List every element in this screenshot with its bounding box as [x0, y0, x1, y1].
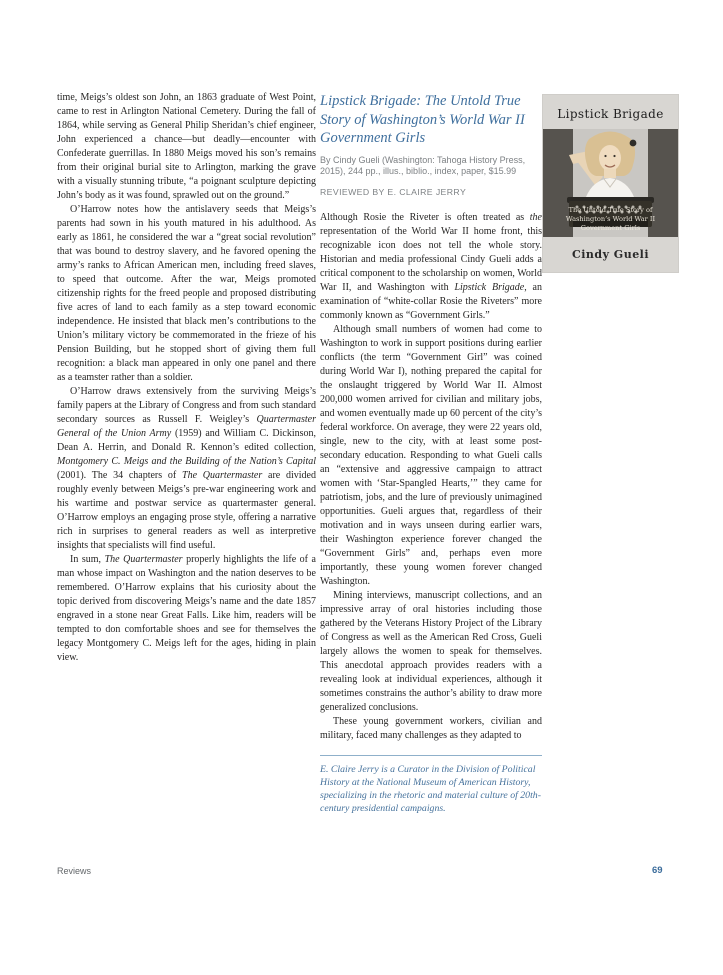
book-cover-author: Cindy Gueli — [571, 248, 650, 261]
left-column-text — [57, 91, 316, 665]
body-paragraph: Although small numbers of women had come to Washington to work in support positions during earlier conflicts (the term “Government Girl” was coined during World War I), nothing prepared the capital for the onslaught triggered by World War II. Almost 200,000 women arrived for civilian and military jobs, and women eventually made up 60 percent of the city’s federal workforce. On average, they were 22 years old, single, new to the city, with at least some post-secondary education. Responding to what Gueli calls an “extensive and aggressive campaign to attract women with ‘Star-Spangled Hearts,’” they came for patriotism, jobs, and the lure of previously unimagined opportunities. Gueli argues that, regardless of their motivation and in ways unseen during earlier wars, their Washington experience forever changed the “Government Girls” and, perhaps even more importantly, these young women forever changed Washington. — [320, 323, 542, 587]
reviewer-credit: REVIEWED BY E. CLAIRE JERRY — [320, 186, 467, 197]
body-paragraph: Although Rosie the Riveter is often treated as the representation of the World War II home front, this recognizable icon does not tell the whole story. Historian and media professional Cindy Gueli adds a critical component to the scholarship on women, World War II, and Washington with Lipstick Brigade, an examination of “white-collar Rosie the Riveters” more commonly known as “Government Girls.” — [320, 211, 542, 321]
book-cover-image — [543, 95, 678, 272]
bio-divider — [320, 755, 542, 816]
body-paragraph: time, Meigs’s oldest son John, an 1863 graduate of West Point, came to rest in Arlington National Cemetery. During the fall of 1864, while serving as General Philip Sheridan’s chief engineer, John experienced a chance—but deadly—encounter with Confederate guerrillas. In 1880 Meigs moved his son’s remains from their original burial site to Arlington, marking the grave with a visually stunning tribute, “a poignant sculpture depicting John’s body as it was found, sprawled out on the ground.” — [57, 92, 316, 201]
book-cover — [543, 95, 678, 272]
cover-subtitle-line-1: The Untold True Story of — [568, 206, 653, 214]
review-title: Lipstick Brigade: The Untold True Story of Washington’s World War II Government Girls — [320, 93, 525, 146]
book-cover-title: Lipstick Brigade — [557, 107, 664, 121]
left-column — [57, 91, 316, 665]
reviewer-bio: E. Claire Jerry is a Curator in the Division of Political History at the National Museum of American History, specializing in the rhetoric and material culture of 20th-century presidential campaigns. — [320, 763, 541, 815]
right-column — [320, 92, 542, 815]
review-byline: By Cindy Gueli (Washington: Tahoga History Press, 2015), 244 pp., illus., biblio., index, paper, $15.99 — [320, 154, 526, 176]
body-paragraph: O’Harrow notes how the antislavery seeds that Meigs’s parents had sown in his youth matured in his adulthood. As early as 1861, he considered the war a “great social revolution” that was bound to destroy slavery, and he favored opening the army’s ranks to African American men, including freed slaves, to speed that outcome. After the war, Meigs promoted citizenship rights for the freed people and proposed distributing five acres of land to each family as a step toward economic independence. He insisted that black men’s contributions to the Union’s military victory be commemorated in the frieze of his Pension Building, but he stopped short of giving them full recognition: a black man appeared in only one panel and there as a teamster rather than a soldier. — [57, 204, 316, 383]
cover-subtitle-line-3: Government Girls — [580, 224, 641, 232]
page-number: 69 — [652, 865, 663, 876]
cover-subtitle-line-2: Washington’s World War II — [565, 215, 656, 223]
body-paragraph: In sum, The Quartermaster properly highlights the life of a man whose impact on Washington and the nation deserves to be remembered. O’Harrow explains that his curiosity about the topic derived from discovering Meigs’s name and the date 1857 engraved in a stone near Great Falls. Like him, readers will be tempted to don comfortable shoes and see for themselves the legacy Montgomery C. Meigs left for the ages, hiding in plain view. — [57, 554, 316, 663]
review-body-text — [320, 211, 542, 743]
body-paragraph: Mining interviews, manuscript collections, and an impressive array of oral histories including those gathered by the Veterans History Project of the Library of Congress as well as the American Red Cross, Gueli largely allows the women to speak for themselves. This anecdotal approach provides readers with a revealing look at individual experiences, although it sometimes constrains the author’s ability to draw more generalized conclusions. — [320, 589, 542, 713]
body-paragraph: O’Harrow draws extensively from the surviving Meigs’s family papers at the Library of Congress and from such standard secondary sources as Russell F. Weigley’s Quartermaster General of the Union Army (1959) and William C. Dickinson, Dean A. Herrin, and Donald R. Kennon’s edited collection, Montgomery C. Meigs and the Building of the Nation’s Capital (2001). The 34 chapters of The Quartermaster are divided roughly evenly between Meigs’s pre-war engineering work and his wartime and postwar service as quartermaster general. O’Harrow employs an engaging prose style, offering a narrative rich in surprises to general readers as well as interpretive insights that specialists will find useful. — [57, 386, 316, 551]
body-paragraph: These young government workers, civilian and military, faced many challenges as they adapted to — [320, 715, 542, 741]
footer-section-label: Reviews — [57, 866, 92, 876]
